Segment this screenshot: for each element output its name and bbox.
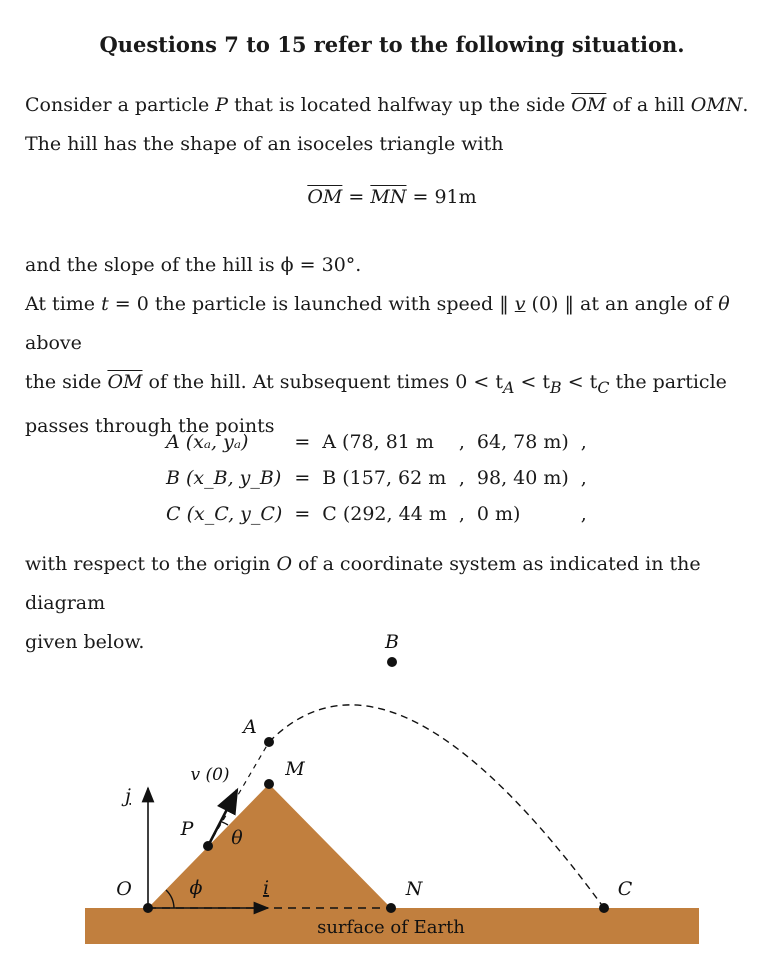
surface-label: surface of Earth (317, 917, 465, 938)
point-m (264, 779, 274, 789)
point-row-b: B (x_B, y_B) = B (157, 62 m , 98, 40 m) , (166, 467, 587, 489)
point-c (599, 903, 609, 913)
label-b: B (385, 631, 399, 653)
hill-triangle (148, 784, 391, 908)
label-n: N (405, 878, 423, 900)
label-o: O (116, 878, 132, 900)
point-row-c: C (x_C, y_C) = C (292, 44 m , 0 m) , (166, 503, 587, 525)
point-b (387, 657, 397, 667)
label-theta: θ (231, 827, 243, 849)
point-p (203, 841, 213, 851)
point-n (386, 903, 396, 913)
label-c: C (617, 878, 633, 900)
page-title: Questions 7 to 15 refer to the following situation. (99, 32, 685, 57)
side-length-equation: $\overline{OM} = \overline{MN} = 91m$ (307, 186, 477, 208)
label-a: A (243, 716, 257, 738)
point-row-a: A (xₐ, yₐ) = A (78, 81 m , 64, 78 m) , (166, 431, 587, 453)
launch-paragraph: and the slope of the hill is ϕ = 30°. At time t = 0 the particle is launched with speed ‖ v (0) ‖ at an angle of θ above the side $\overline{OM}$ of the hill. At subsequent times $0 < t_A < t_B < t_C$ the particle passes through the points (25, 254, 730, 437)
point-o (143, 903, 153, 913)
points-table (160, 424, 593, 532)
label-phi: ϕ (189, 877, 203, 899)
label-p: P (180, 818, 194, 840)
projectile-diagram (0, 620, 784, 958)
label-m: M (285, 758, 305, 780)
point-a (264, 737, 274, 747)
intro-paragraph: Consider a particle P that is located halfway up the side $\overline{OM}$ of a hill OMN. The hill has the shape of an isoceles triangle with (25, 94, 749, 155)
theta-angle-arc (222, 822, 228, 825)
closing-paragraph: with respect to the origin O of a coordinate system as indicated in the diagram given below. (25, 553, 701, 653)
label-v0: v (0) (190, 765, 230, 785)
label-j: j (125, 785, 131, 807)
label-i: i (262, 877, 270, 899)
